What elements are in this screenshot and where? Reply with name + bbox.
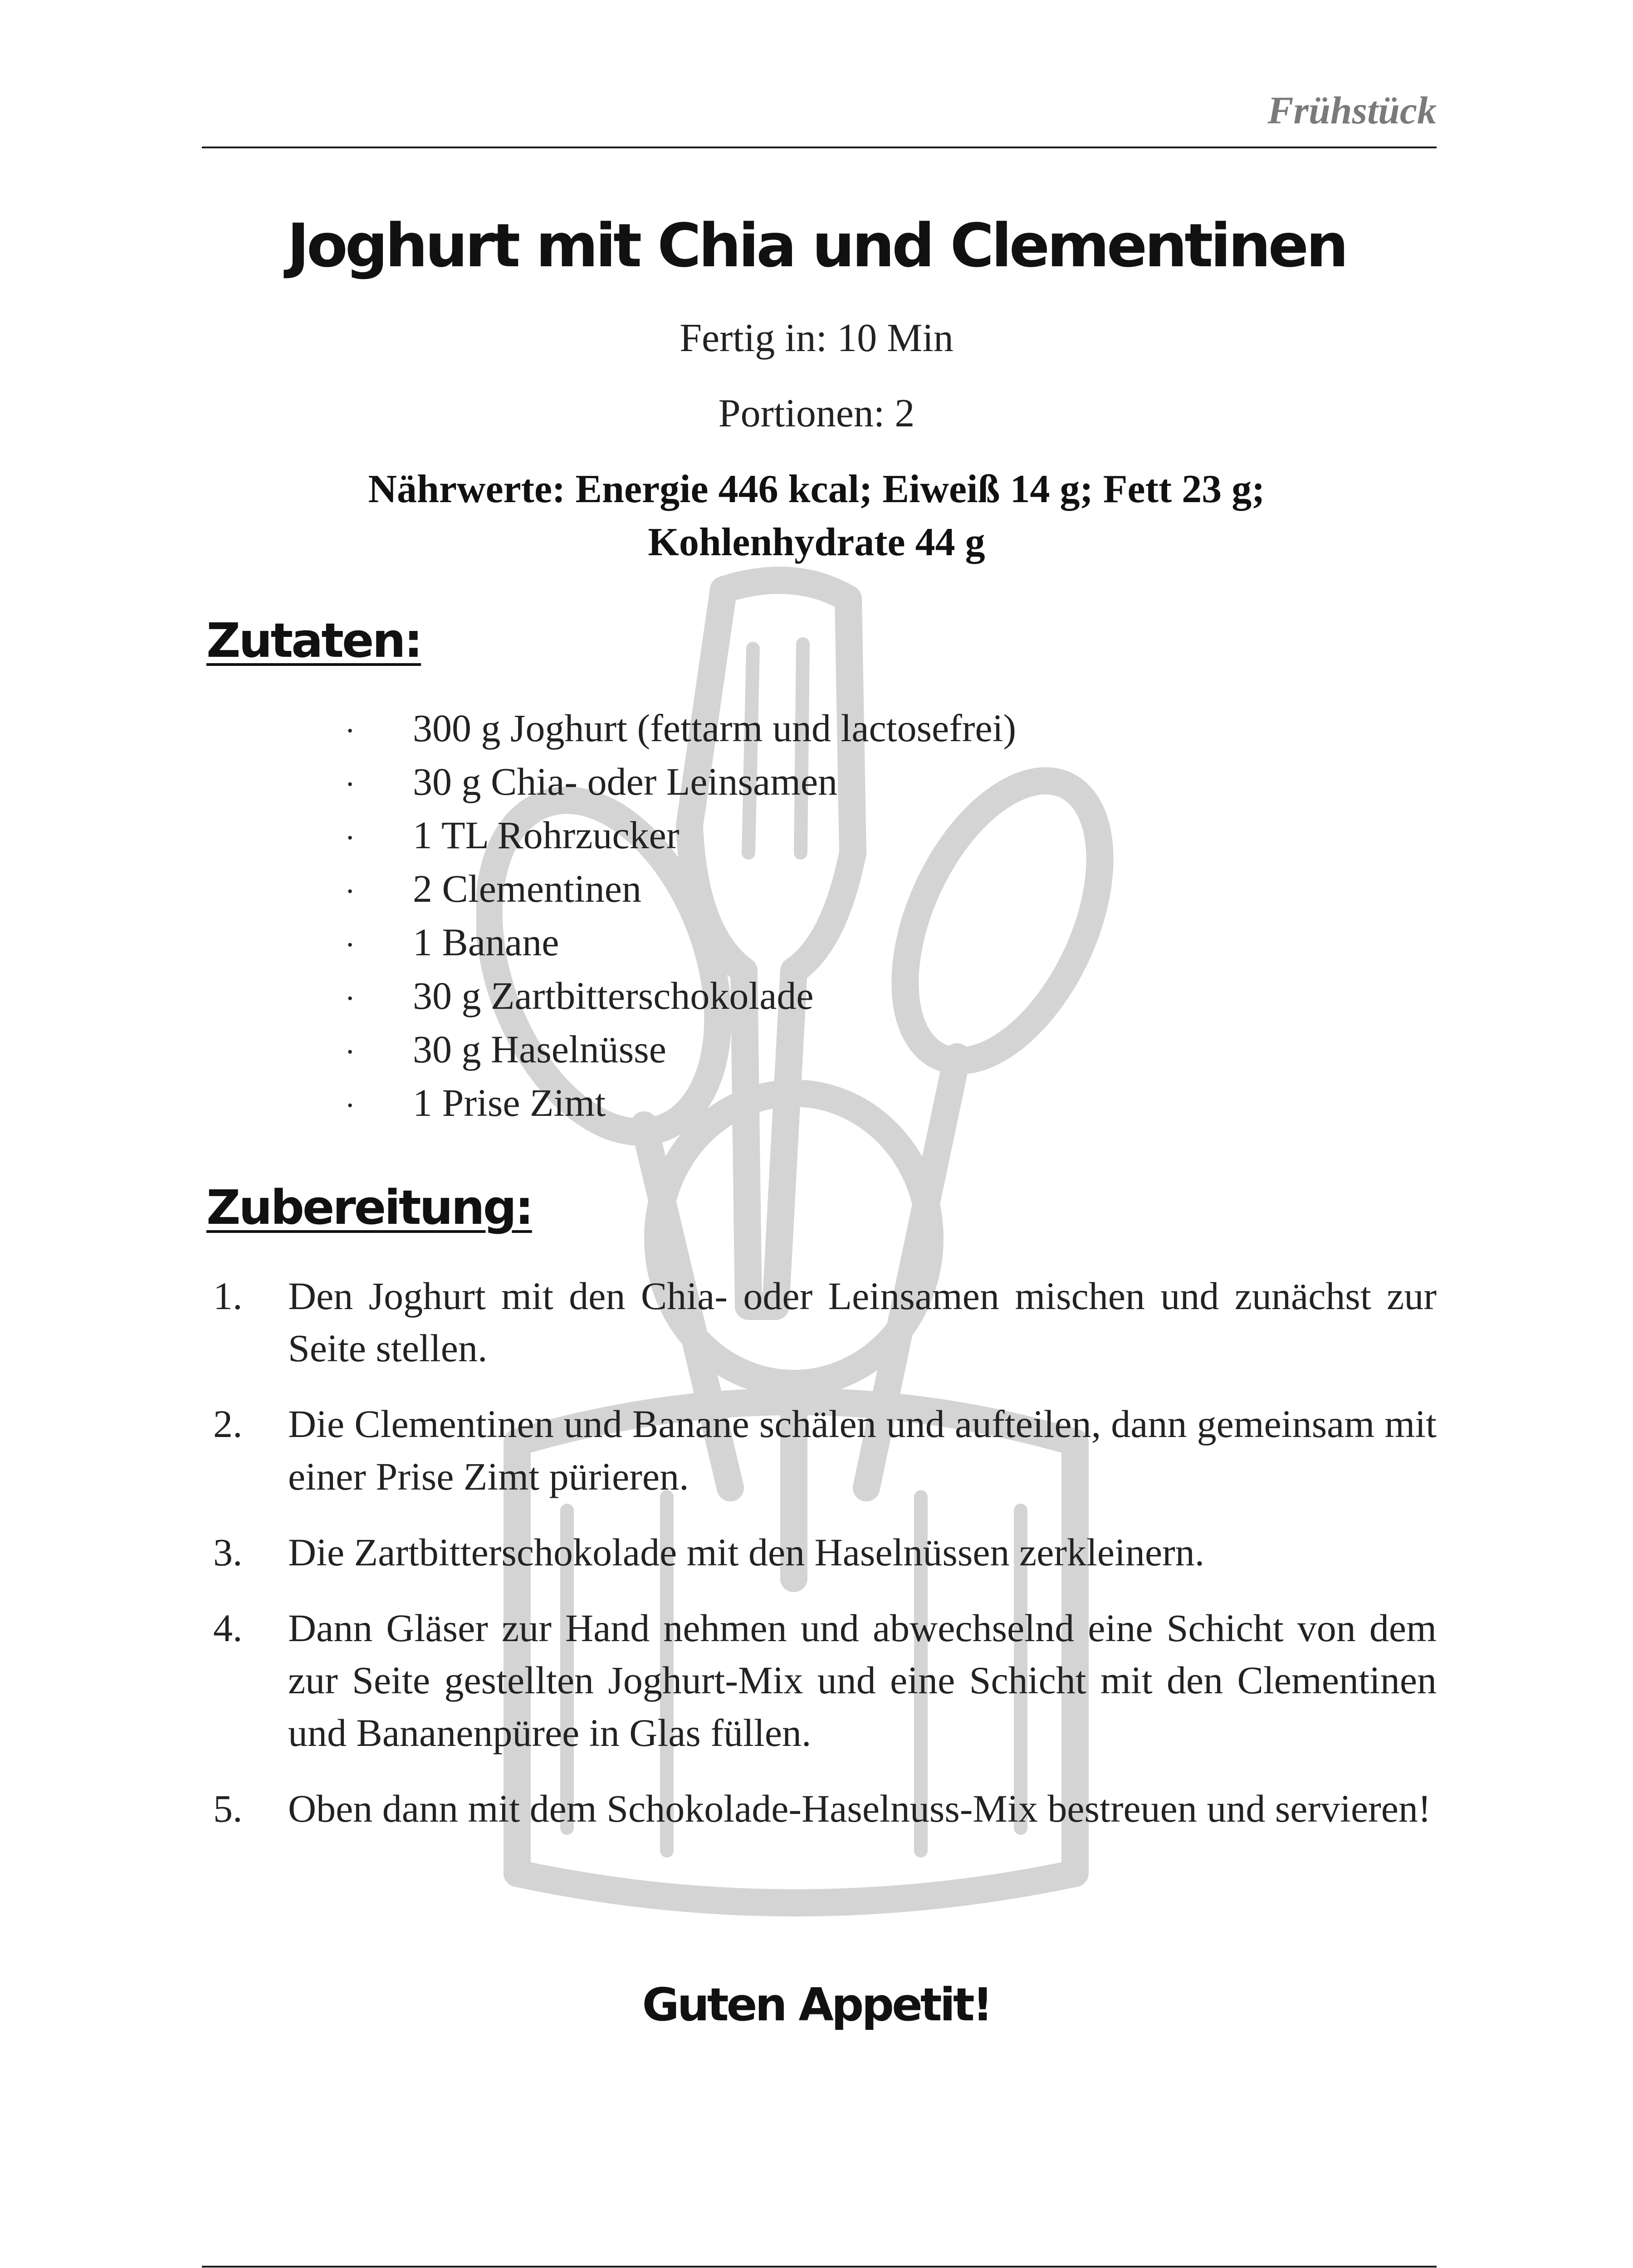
ingredient-text: 30 g Haselnüsse xyxy=(413,1027,666,1071)
ingredient-item xyxy=(345,762,1016,816)
ingredient-item xyxy=(345,706,1017,762)
ingredient-item xyxy=(345,976,1016,1030)
ingredient-text: 30 g Chia- oder Leinsamen xyxy=(413,760,838,803)
ingredient-item xyxy=(345,1083,1016,1137)
portions: Portionen: 2 xyxy=(718,391,915,435)
ingredients-heading: Zutaten: xyxy=(206,613,421,668)
bullet-icon: · xyxy=(345,1035,356,1070)
bullet-icon: · xyxy=(345,767,356,802)
preparation-steps xyxy=(213,1270,1437,1858)
step-item xyxy=(213,1602,1437,1759)
step-text: Den Joghurt mit den Chia- oder Leinsamen mischen und zunächst zur Seite stellen. xyxy=(288,1274,1437,1370)
ingredient-text: 30 g Zartbitterschokolade xyxy=(413,974,814,1017)
ingredient-text: 1 Prise Zimt xyxy=(413,1081,606,1124)
bullet-icon: · xyxy=(345,821,356,855)
ingredient-item xyxy=(345,869,1016,923)
recipe-title: Joghurt mit Chia und Clementinen xyxy=(287,211,1346,281)
preparation-time: Fertig in: 10 Min xyxy=(680,316,953,360)
step-item xyxy=(213,1398,1437,1502)
ingredient-text: 1 TL Rohrzucker xyxy=(413,813,680,857)
step-item xyxy=(213,1526,1437,1579)
bullet-icon: · xyxy=(345,1088,356,1123)
bullet-icon: · xyxy=(345,928,356,963)
step-text: Oben dann mit dem Schokolade-Haselnuss-Mix bestreuen und servieren! xyxy=(288,1786,1431,1830)
bullet-icon: · xyxy=(345,714,356,748)
step-text: Dann Gläser zur Hand nehmen und abwechselnd eine Schicht von dem zur Seite gestellten Joghurt-Mix und eine Schicht mit den Clementinen und Bananenpüree in Glas füllen. xyxy=(288,1606,1437,1755)
ingredient-item xyxy=(345,813,1016,869)
closing-line: Guten Appetit! xyxy=(642,1978,991,2031)
step-text: Die Zartbitterschokolade mit den Haselnüssen zerkleinern. xyxy=(288,1530,1205,1574)
ingredients-list xyxy=(345,706,1017,1137)
nutrition-facts: Nährwerte: Energie 446 kcal; Eiweiß 14 g; Fett 23 g; Kohlenhydrate 44 g xyxy=(368,467,1265,565)
step-number: 4. xyxy=(213,1606,243,1650)
ingredient-item xyxy=(345,920,1016,976)
step-number: 1. xyxy=(213,1274,243,1318)
step-item xyxy=(213,1270,1437,1374)
ingredient-text: 300 g Joghurt (fettarm und lactosefrei) xyxy=(413,706,1017,750)
bullet-icon: · xyxy=(345,981,356,1016)
step-number: 3. xyxy=(213,1530,243,1574)
step-number: 5. xyxy=(213,1786,243,1830)
ingredient-text: 1 Banane xyxy=(413,920,559,964)
header-rule xyxy=(202,147,1437,148)
ingredient-item xyxy=(345,1027,1016,1083)
step-text: Die Clementinen und Banane schälen und aufteilen, dann gemeinsam mit einer Prise Zimt pürieren. xyxy=(288,1402,1437,1498)
step-item xyxy=(213,1783,1437,1835)
step-number: 2. xyxy=(213,1402,243,1446)
preparation-heading: Zubereitung: xyxy=(206,1180,532,1235)
footer-rule xyxy=(202,2266,1437,2268)
bullet-icon: · xyxy=(345,874,356,909)
running-head-section: Frühstück xyxy=(1267,88,1437,132)
ingredient-text: 2 Clementinen xyxy=(413,867,641,910)
